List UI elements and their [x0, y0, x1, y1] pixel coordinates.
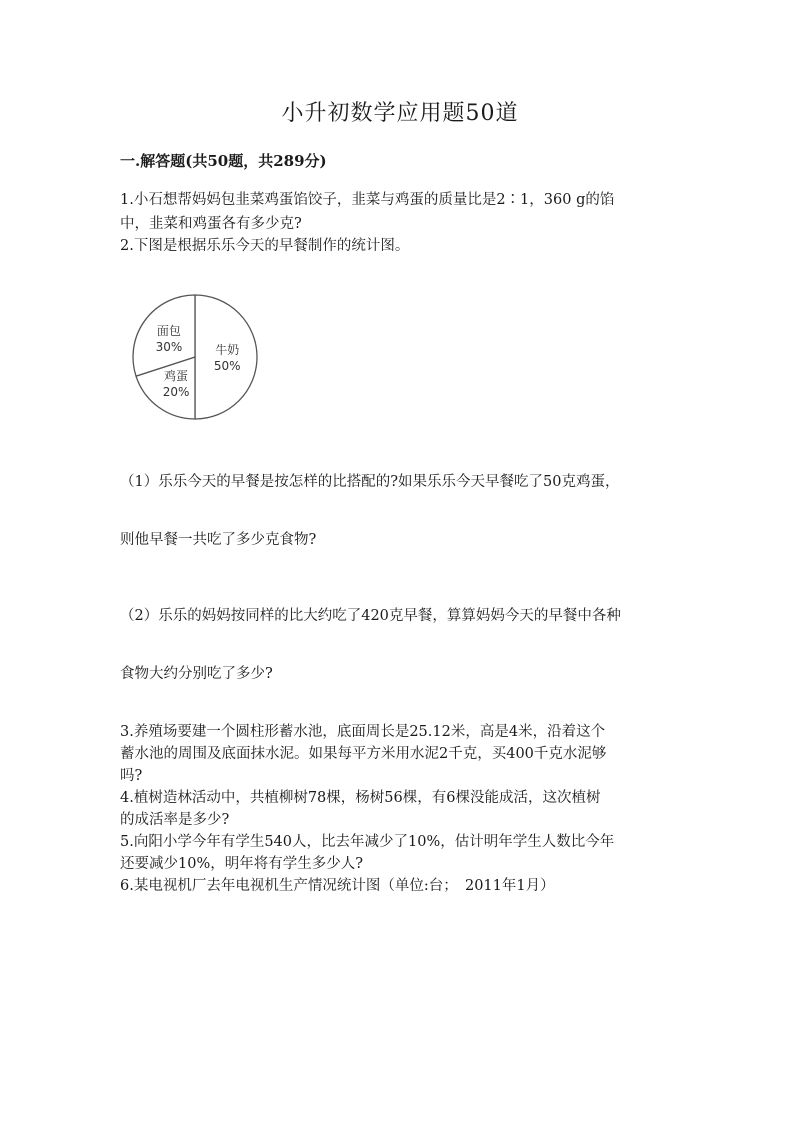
- question-2-part-2-line-2: 食物大约分别吃了多少?: [120, 666, 273, 682]
- pie-slice-value-1: 20%: [162, 385, 190, 400]
- question-2-intro: 2.下图是根据乐乐今天的早餐制作的统计图。: [120, 238, 410, 254]
- question-2-part-1-line-2: 则他早餐一共吃了多少克食物?: [120, 532, 317, 548]
- question-3-line-3: 吗?: [120, 768, 143, 784]
- pie-slice-label-2: 面包: [156, 324, 181, 339]
- question-1-line-1: 1.小石想帮妈妈包韭菜鸡蛋馅饺子，韭菜与鸡蛋的质量比是2∶1，360 g的馅: [120, 192, 615, 208]
- question-1-line-2: 中，韭菜和鸡蛋各有多少克?: [120, 216, 302, 232]
- pie-chart-svg: [130, 292, 260, 422]
- pie-slice-label-1: 鸡蛋: [164, 369, 189, 384]
- question-3-line-2: 蓄水池的周围及底面抹水泥。如果每平方米用水泥2千克，买400千克水泥够: [120, 746, 607, 762]
- question-2-part-2-line-1: （2）乐乐的妈妈按同样的比大约吃了420克早餐，算算妈妈今天的早餐中各种: [120, 608, 621, 624]
- question-3-line-1: 3.养殖场要建一个圆柱形蓄水池，底面周长是25.12米，高是4米，沿着这个: [120, 724, 606, 740]
- question-5-line-2: 还要减少10%，明年将有学生多少人?: [120, 856, 364, 872]
- pie-slice-label-0: 牛奶: [215, 343, 240, 357]
- breakfast-pie-chart: [130, 292, 260, 422]
- question-2-part-1-line-1: （1）乐乐今天的早餐是按怎样的比搭配的?如果乐乐今天早餐吃了50克鸡蛋，: [120, 474, 620, 490]
- question-4-line-2: 的成活率是多少?: [120, 812, 230, 828]
- question-5-line-1: 5.向阳小学今年有学生540人，比去年减少了10%，估计明年学生人数比今年: [120, 834, 615, 850]
- page-title: 小升初数学应用题50道: [281, 101, 519, 126]
- question-4-line-1: 4.植树造林活动中，共植柳树78棵，杨树56棵，有6棵没能成活，这次植树: [120, 790, 601, 806]
- pie-slice-value-0: 50%: [213, 359, 241, 373]
- pie-slice-0: [195, 295, 257, 419]
- pie-slice-value-2: 30%: [155, 340, 183, 355]
- section-heading: 一.解答题(共50题，共289分): [120, 152, 327, 170]
- question-6-line-1: 6.某电视机厂去年电视机生产情况统计图（单位:台； 2011年1月）: [120, 878, 555, 894]
